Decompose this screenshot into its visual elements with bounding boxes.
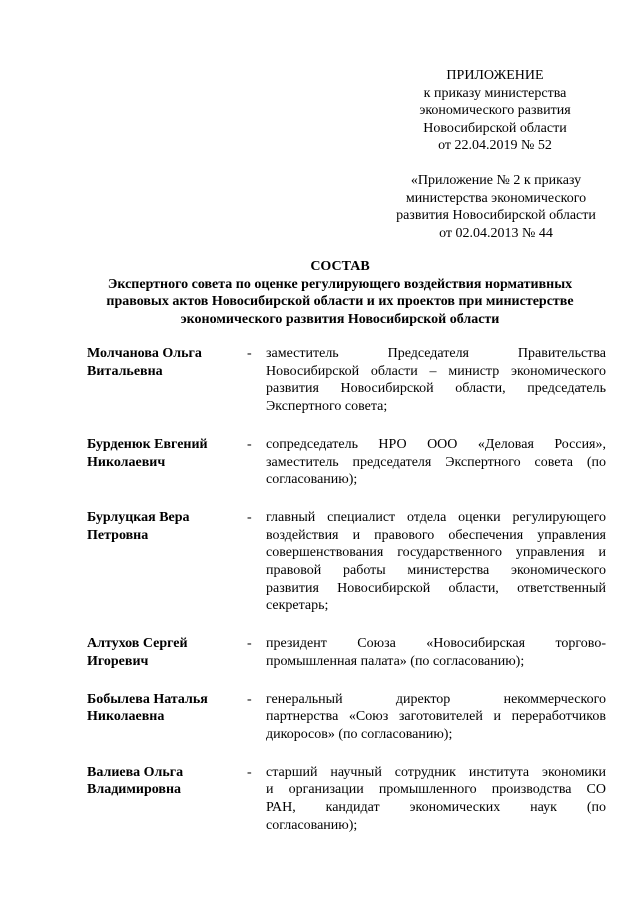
member-entry (87, 764, 607, 835)
member-entry (87, 509, 607, 615)
member-role-line: партнерства «Союз заготовителей и переработчиков (266, 709, 606, 725)
member-name (87, 436, 237, 471)
member-entry (87, 345, 607, 416)
member-dash: - (247, 509, 252, 525)
title-line: правовых актов Новосибирской области и их проектов при министерстве (106, 294, 574, 310)
member-role-line: промышленная палата» (по согласованию); (266, 653, 525, 669)
member-role-line: Экспертного совета; (266, 399, 388, 415)
appendix-header-original (385, 172, 607, 242)
member-dash: - (247, 636, 252, 652)
appendix-line: развития Новосибирской области (396, 208, 596, 224)
member-name-line: Николаевна (87, 709, 165, 725)
member-role-line: совершенствования государственного управления и (266, 545, 606, 561)
member-role-line: развития Новосибирской области, председатель (266, 381, 606, 397)
document-title (70, 258, 610, 328)
appendix-line: к приказу министерства (423, 85, 567, 101)
member-dash: - (247, 764, 252, 780)
title-line: экономического развития Новосибирской области (180, 311, 500, 327)
appendix-header-current (390, 67, 600, 155)
member-role-line: и организации промышленного производства СО (266, 782, 606, 798)
member-dash: - (247, 436, 252, 452)
member-name-line: Бурлуцкая Вера (87, 509, 190, 525)
member-role-line: согласованию); (266, 817, 358, 833)
member-role-line: заместитель председателя Экспертного совета (по (266, 454, 606, 470)
member-role (266, 509, 606, 615)
member-name-line: Николаевич (87, 454, 166, 470)
appendix-line: ПРИЛОЖЕНИЕ (446, 68, 544, 83)
member-name-line: Петровна (87, 527, 149, 543)
appendix-line: от 02.04.2013 № 44 (439, 225, 553, 241)
member-role-line: старший научный сотрудник института экономики (266, 764, 606, 780)
member-role-line: главный специалист отдела оценки регулирующего (266, 509, 606, 525)
member-name (87, 691, 237, 726)
member-role-line: генеральный директор некоммерческого (266, 691, 606, 707)
member-name (87, 509, 237, 544)
member-role-line: согласованию); (266, 472, 358, 488)
appendix-line: экономического развития (419, 103, 571, 119)
member-list (87, 345, 607, 834)
member-dash: - (247, 346, 252, 361)
member-role (266, 691, 606, 744)
member-role-line: секретарь; (266, 598, 329, 614)
member-name-line: Владимировна (87, 782, 182, 798)
member-role-line: заместитель Председателя Правительства (266, 346, 606, 361)
member-role (266, 635, 606, 670)
member-role (266, 345, 606, 416)
appendix-line: от 22.04.2019 № 52 (438, 138, 552, 154)
member-name-line: Алтухов Сергей (87, 636, 188, 652)
member-name (87, 345, 237, 380)
member-name (87, 764, 237, 799)
member-role (266, 764, 606, 835)
member-role-line: дикоросов» (по согласованию); (266, 726, 453, 742)
member-role-line: сопредседатель НРО ООО «Деловая Россия», (266, 436, 606, 452)
member-name-line: Игоревич (87, 653, 149, 669)
member-role-line: Новосибирской области – министр экономического (266, 363, 606, 379)
member-role-line: президент Союза «Новосибирская торгово- (266, 636, 606, 652)
appendix-line: «Приложение № 2 к приказу (410, 173, 582, 188)
member-role-line: правовой работы министерства экономического (266, 563, 606, 579)
member-role-line: развития Новосибирской области, ответственный (266, 580, 606, 596)
member-role-line: воздействия и правового обеспечения управления (266, 527, 606, 543)
member-role (266, 436, 606, 489)
title-line: Экспертного совета по оценке регулирующего воздействия нормативных (107, 276, 573, 292)
member-name-line: Бурденюк Евгений (87, 436, 208, 452)
appendix-line: Новосибирской области (423, 120, 567, 136)
member-name-line: Бобылева Наталья (87, 691, 208, 707)
member-name-line: Молчанова Ольга (87, 346, 202, 361)
member-role-line: РАН, кандидат экономических наук (по (266, 800, 606, 816)
member-name-line: Витальевна (87, 363, 163, 379)
member-name (87, 635, 237, 670)
title-heading: СОСТАВ (310, 259, 370, 274)
member-entry (87, 635, 607, 670)
member-name-line: Валиева Ольга (87, 764, 184, 780)
member-entry (87, 691, 607, 744)
member-dash: - (247, 691, 252, 707)
member-entry (87, 436, 607, 489)
appendix-line: министерства экономического (405, 190, 587, 206)
